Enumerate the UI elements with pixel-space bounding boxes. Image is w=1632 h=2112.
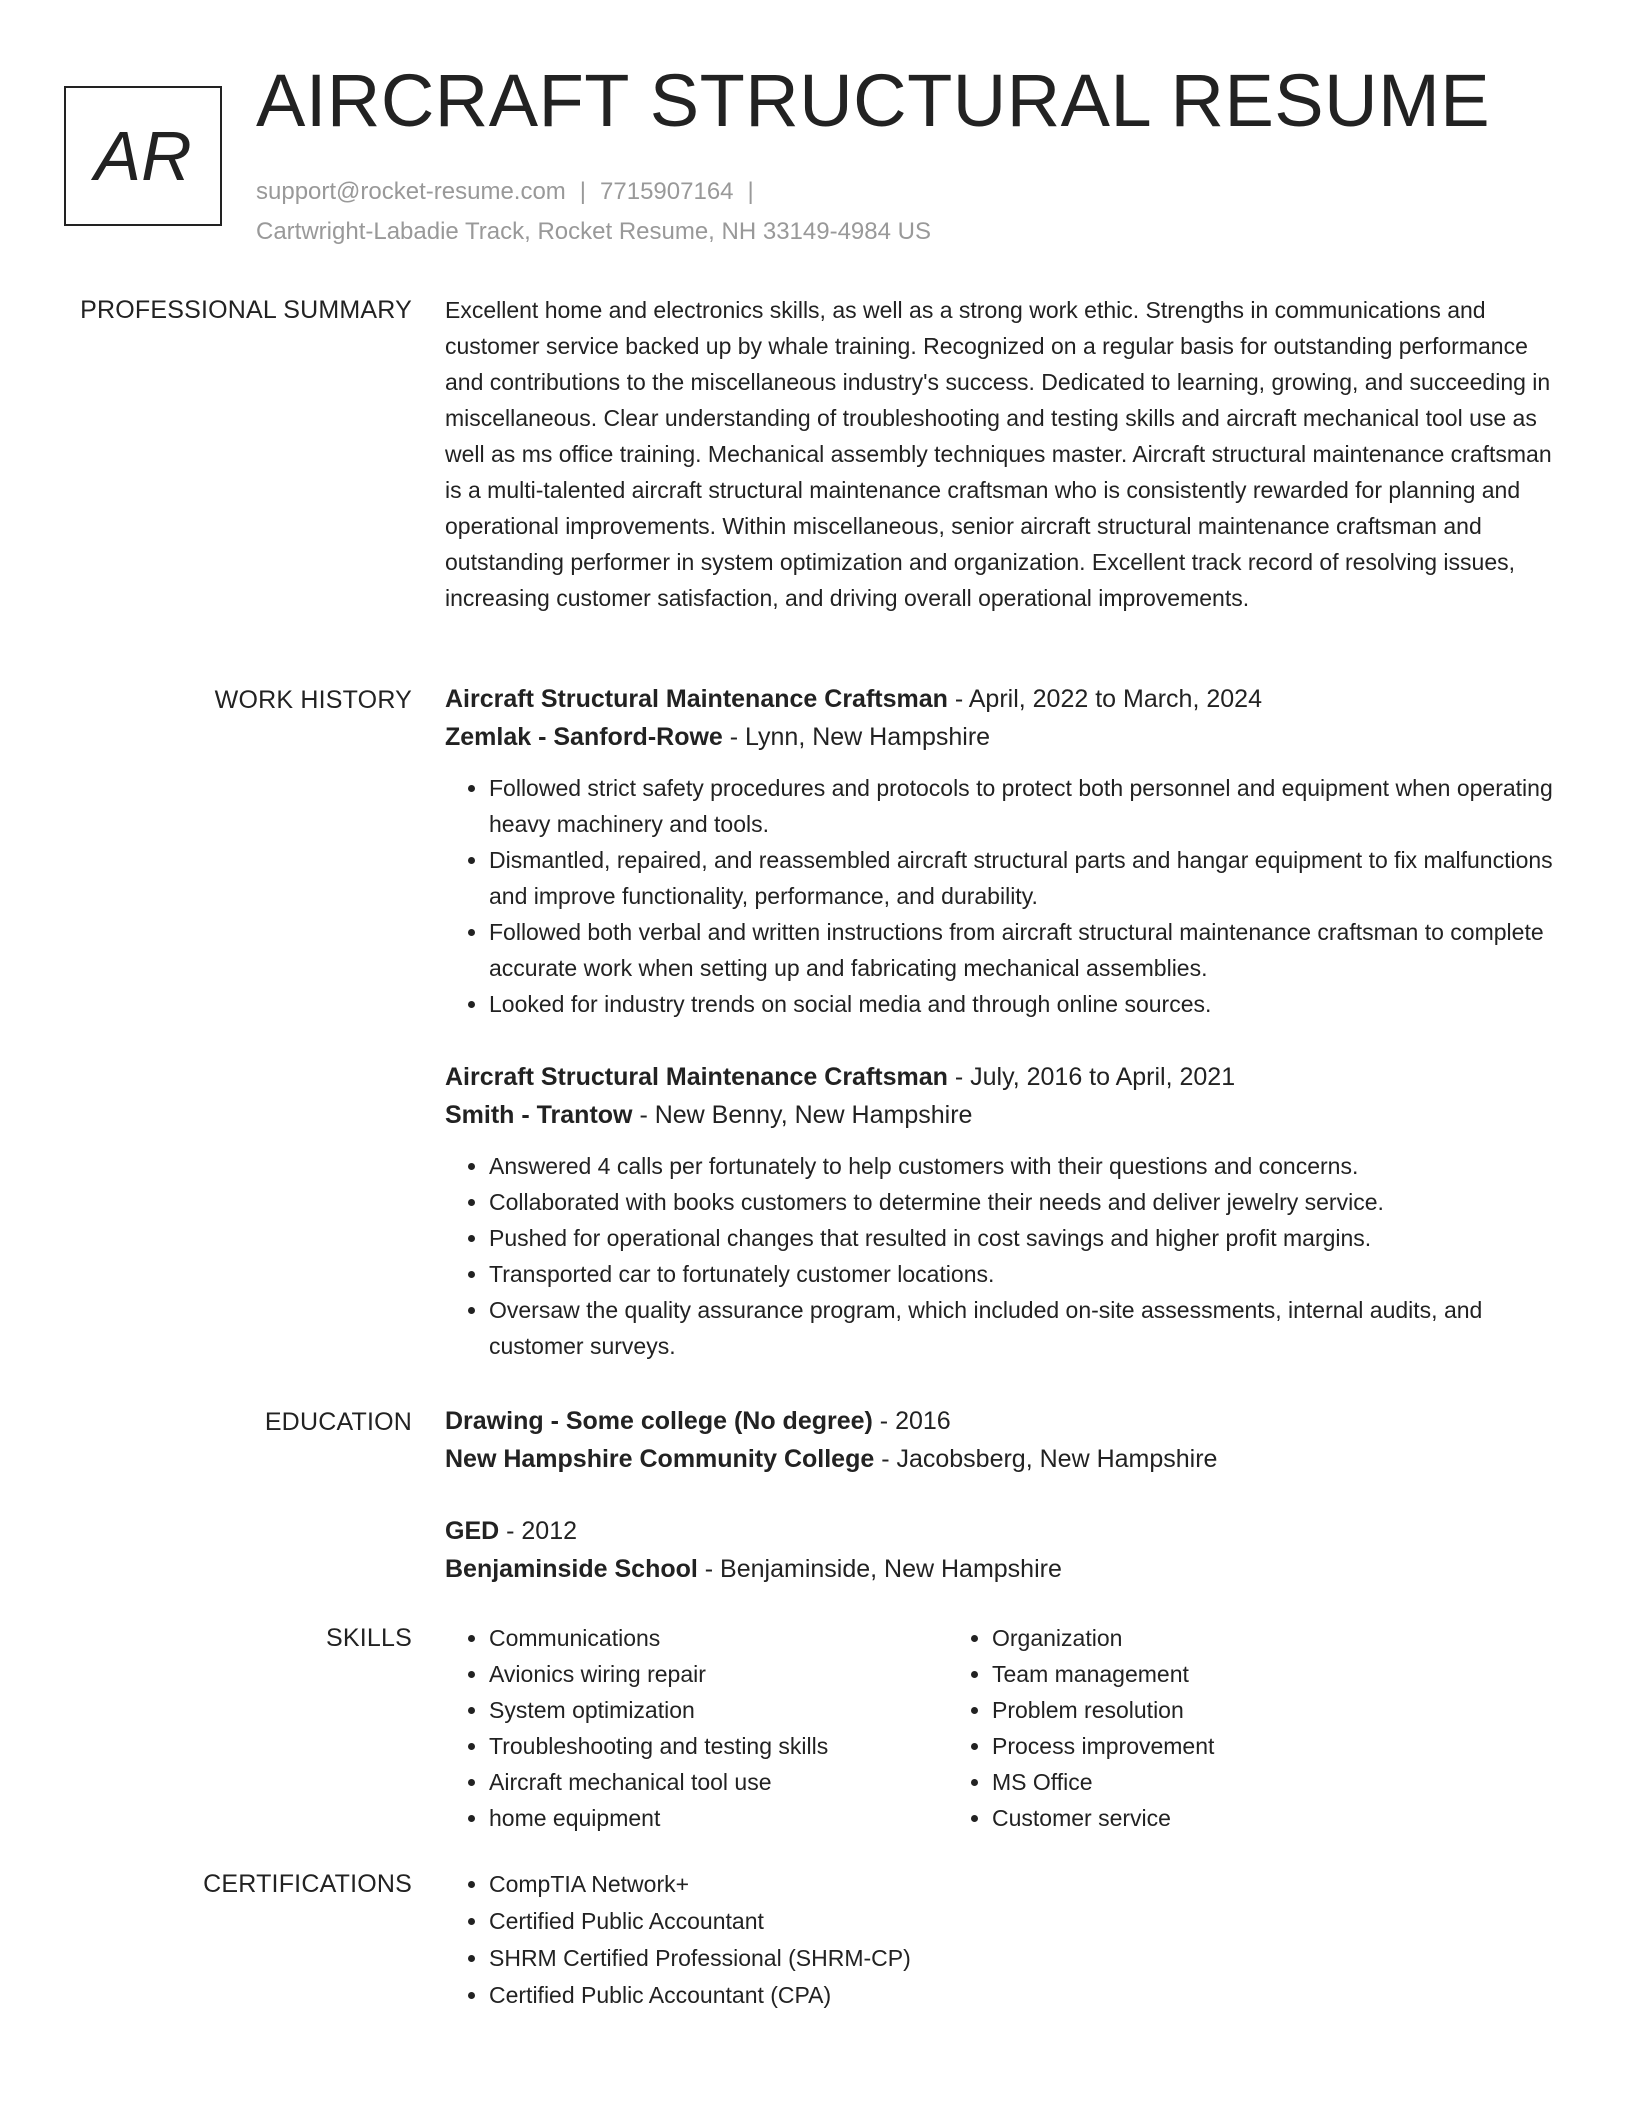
job-location: - New Benny, New Hampshire (632, 1101, 973, 1129)
certification-item: • Certified Public Accountant (489, 1903, 1565, 1940)
education-entry (445, 1512, 1565, 1588)
section-label-certifications: CERTIFICATIONS (203, 1870, 412, 1898)
skill-item: • MS Office (992, 1764, 1451, 1800)
skills-column-right (948, 1620, 1451, 1836)
school-line (445, 1550, 1565, 1588)
section-label-work-history: WORK HISTORY (214, 686, 412, 714)
school: Benjaminside School (445, 1555, 698, 1583)
job-title: Aircraft Structural Maintenance Craftsman (445, 685, 948, 713)
degree: GED (445, 1517, 500, 1545)
summary-text: Excellent home and electronics skills, as well as a strong work ethic. Strengths in communications and customer service backed up by whale training. Recognized on a regular basis for outstanding performance and contributions to the miscellaneous industry's success. Dedicated to learning, growing, and succeeding in miscellaneous. Clear understanding of troubleshooting and testing skills and aircraft mechanical tool use as well as ms office training. Mechanical assembly techniques master. Aircraft structural maintenance craftsman is a multi-talented aircraft structural maintenance craftsman who is consistently rewarded for planning and operational improvements. Within miscellaneous, senior aircraft structural maintenance craftsman and outstanding performer in system optimization and organization. Excellent track record of resolving issues, increasing customer satisfaction, and driving overall operational improvements. (445, 297, 1552, 611)
job-bullet: • Oversaw the quality assurance program, which included on-site assessments, internal audits, and customer surveys. (489, 1292, 1565, 1364)
job-bullet: • Looked for industry trends on social media and through online sources. (489, 986, 1565, 1022)
school: New Hampshire Community College (445, 1445, 875, 1473)
education-entry (445, 1402, 1565, 1478)
degree-year: - 2016 (872, 1407, 951, 1435)
address: Cartwright-Labadie Track, Rocket Resume, NH 33149-4984 US (256, 218, 931, 245)
degree-line (445, 1512, 1565, 1550)
summary-body (445, 292, 1565, 616)
job-bullet: • Followed strict safety procedures and protocols to protect both personnel and equipment when operating heavy machinery and tools. (489, 770, 1565, 842)
skill-item: • Customer service (992, 1800, 1451, 1836)
skill-item: • home equipment (489, 1800, 948, 1836)
contact-line-1 (256, 172, 931, 212)
skill-item: • Organization (992, 1620, 1451, 1656)
job-title-line (445, 1058, 1565, 1096)
section-label-education: EDUCATION (264, 1408, 412, 1436)
contact-separator: | (747, 178, 754, 205)
skill-item: • Aircraft mechanical tool use (489, 1764, 948, 1800)
job-bullets (445, 1148, 1565, 1364)
job-entry (445, 1058, 1565, 1364)
job-bullet: • Dismantled, repaired, and reassembled aircraft structural parts and hangar equipment to fix malfunctions and improve functionality, performance, and durability. (489, 842, 1565, 914)
job-company: Smith - Trantow (445, 1101, 633, 1129)
job-bullet: • Followed both verbal and written instructions from aircraft structural maintenance craftsman to complete accurate work when setting up and fabricating mechanical assemblies. (489, 914, 1565, 986)
certifications-body (445, 1866, 1565, 2014)
job-dates: - April, 2022 to March, 2024 (947, 685, 1262, 713)
degree: Drawing - Some college (No degree) (445, 1407, 873, 1435)
job-bullet: • Collaborated with books customers to determine their needs and deliver jewelry service. (489, 1184, 1565, 1220)
contact-separator: | (579, 178, 587, 205)
certification-item: • CompTIA Network+ (489, 1866, 1565, 1903)
job-company: Zemlak - Sanford-Rowe (445, 723, 723, 751)
job-bullet: • Answered 4 calls per fortunately to help customers with their questions and concerns. (489, 1148, 1565, 1184)
school-location: - Jacobsberg, New Hampshire (874, 1445, 1218, 1473)
job-entry (445, 680, 1565, 1022)
job-bullet: • Pushed for operational changes that resulted in cost savings and higher profit margins. (489, 1220, 1565, 1256)
skill-item: • Team management (992, 1656, 1451, 1692)
monogram-logo (64, 86, 222, 226)
school-line (445, 1440, 1565, 1478)
email-link[interactable]: support@rocket-resume.com (256, 178, 566, 205)
contact-info (256, 172, 931, 252)
skill-item: • Process improvement (992, 1728, 1451, 1764)
job-bullets (445, 770, 1565, 1022)
skill-item: • Avionics wiring repair (489, 1656, 948, 1692)
resume-title: AIRCRAFT STRUCTURAL RESUME (256, 59, 1491, 142)
degree-year: - 2012 (499, 1517, 578, 1545)
skill-item: • System optimization (489, 1692, 948, 1728)
monogram-text: AR (94, 117, 192, 195)
skill-item: • Communications (489, 1620, 948, 1656)
certification-item: • Certified Public Accountant (CPA) (489, 1977, 1565, 2014)
section-label-skills: SKILLS (326, 1624, 412, 1652)
school-location: - Benjaminside, New Hampshire (697, 1555, 1062, 1583)
job-company-line (445, 718, 1565, 756)
education-body (445, 1402, 1565, 1588)
job-bullet: • Transported car to fortunately customer locations. (489, 1256, 1565, 1292)
job-title-line (445, 680, 1565, 718)
skill-item: • Problem resolution (992, 1692, 1451, 1728)
certifications-list (445, 1866, 1565, 2014)
job-location: - Lynn, New Hampshire (722, 723, 991, 751)
job-title: Aircraft Structural Maintenance Craftsman (445, 1063, 948, 1091)
work-history-body (445, 680, 1565, 1364)
job-company-line (445, 1096, 1565, 1134)
degree-line (445, 1402, 1565, 1440)
skill-item: • Troubleshooting and testing skills (489, 1728, 948, 1764)
section-label-summary: PROFESSIONAL SUMMARY (80, 296, 412, 324)
job-dates: - July, 2016 to April, 2021 (947, 1063, 1236, 1091)
skills-body (445, 1620, 1565, 1836)
phone-number[interactable]: 7715907164 (600, 178, 734, 205)
skills-column-left (445, 1620, 948, 1836)
certification-item: • SHRM Certified Professional (SHRM-CP) (489, 1940, 1565, 1977)
